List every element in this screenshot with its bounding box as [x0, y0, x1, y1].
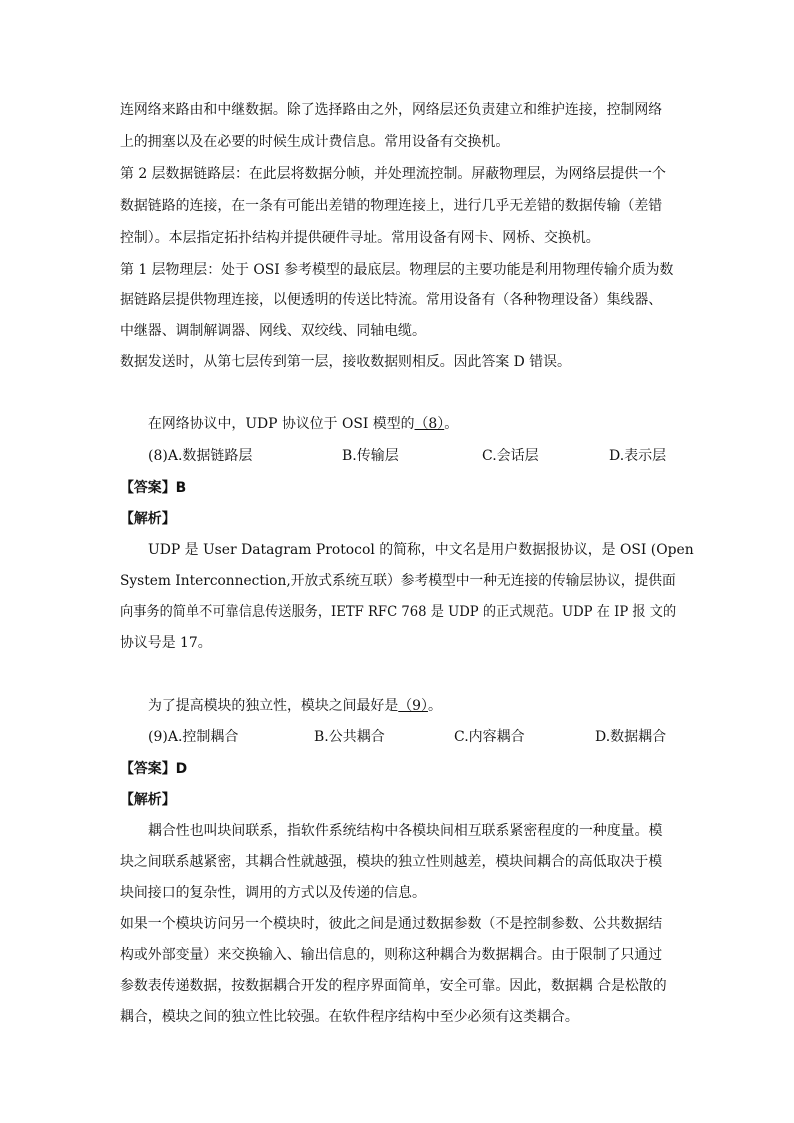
intro-line: 中继器、调制解调器、网线、双绞线、同轴电缆。	[120, 323, 426, 339]
option-a: (9)A.控制耦合	[148, 729, 239, 745]
answer-label-text: 【答案】	[120, 480, 176, 496]
intro-line: 第 2 层数据链路层：在此层将数据分帧，并处理流控制。屏蔽物理层，为网络层提供一个	[120, 166, 666, 182]
analysis-line: 耦合，模块之间的独立性比较强。在软件程序结构中至少必须有这类耦合。	[120, 1009, 579, 1025]
analysis-line: 构或外部变量）来交换输入、输出信息的，则称这种耦合为数据耦合。由于限制了只通过	[120, 947, 663, 963]
answer-label	[120, 478, 676, 498]
question-blank: （9）	[398, 698, 428, 714]
answer-label-text: 【答案】	[120, 761, 176, 777]
option-c: C.内容耦合	[454, 729, 525, 745]
analysis-line: 向事务的简单不可靠信息传送服务，IETF RFC 768 是 UDP 的正式规范。UDP 在 IP 报 文的	[120, 604, 677, 620]
intro-line: 连网络来路由和中继数据。除了选择路由之外，网络层还负责建立和维护连接，控制网络	[120, 102, 663, 118]
option-b: B.公共耦合	[314, 729, 385, 745]
intro-line: 上的拥塞以及在必要的时候生成计费信息。常用设备有交换机。	[120, 134, 510, 150]
question-blank: （8）	[414, 416, 445, 432]
question-stem-end: 。	[427, 698, 442, 714]
intro-line: 据链路层提供物理连接，以便透明的传送比特流。常用设备有（各种物理设备）集线器、	[120, 292, 663, 308]
option-c: C.会话层	[482, 448, 539, 464]
analysis-line: 参数表传递数据，按数据耦合开发的程序界面简单，安全可靠。因此，数据耦 合是松散的	[120, 978, 667, 994]
answer-label	[120, 759, 676, 779]
question-9-options	[148, 727, 688, 747]
intro-line: 数据链路的连接，在一条有可能出差错的物理连接上，进行几乎无差错的数据传输（差错	[120, 198, 663, 214]
question-8-stem	[148, 414, 704, 434]
option-a: (8)A.数据链路层	[148, 448, 253, 464]
option-d: D.数据耦合	[595, 729, 667, 745]
analysis-line: UDP 是 User Datagram Protocol 的简称，中文名是用户数据报协议，是 OSI (Open	[148, 542, 694, 558]
analysis-line: System Interconnection,开放式系统互联）参考模型中一种无连接的传输层协议，提供面	[120, 573, 676, 589]
question-stem-text: 在网络协议中，UDP 协议位于 OSI 模型的	[148, 416, 415, 432]
analysis-label: 【解析】	[120, 792, 176, 808]
analysis-line: 块间接口的复杂性，调用的方式以及传递的信息。	[120, 885, 426, 901]
question-8-options	[148, 446, 688, 466]
analysis-line: 耦合性也叫块间联系，指软件系统结构中各模块间相互联系紧密程度的一种度量。模	[148, 823, 663, 839]
answer-value: D	[175, 761, 188, 777]
intro-line: 第 1 层物理层：处于 OSI 参考模型的最底层。物理层的主要功能是利用物理传输介质为数	[120, 262, 674, 278]
answer-value: B	[175, 480, 187, 496]
intro-line: 控制）。本层指定拓扑结构并提供硬件寻址。常用设备有网卡、网桥、交换机。	[120, 230, 600, 246]
option-b: B.传输层	[342, 448, 399, 464]
question-9-stem	[148, 696, 704, 716]
analysis-label: 【解析】	[120, 511, 176, 527]
question-stem-end: 。	[444, 416, 459, 432]
analysis-line: 块之间联系越紧密，其耦合性就越强，模块的独立性则越差，模块间耦合的高低取决于模	[120, 854, 663, 870]
option-d: D.表示层	[609, 448, 667, 464]
intro-line: 数据发送时，从第七层传到第一层，接收数据则相反。因此答案 D 错误。	[120, 354, 571, 370]
analysis-line: 协议号是 17。	[120, 635, 212, 651]
question-stem-text: 为了提高模块的独立性，模块之间最好是	[148, 698, 399, 714]
analysis-line: 如果一个模块访问另一个模块时，彼此之间是通过数据参数（不是控制参数、公共数据结	[120, 916, 663, 932]
